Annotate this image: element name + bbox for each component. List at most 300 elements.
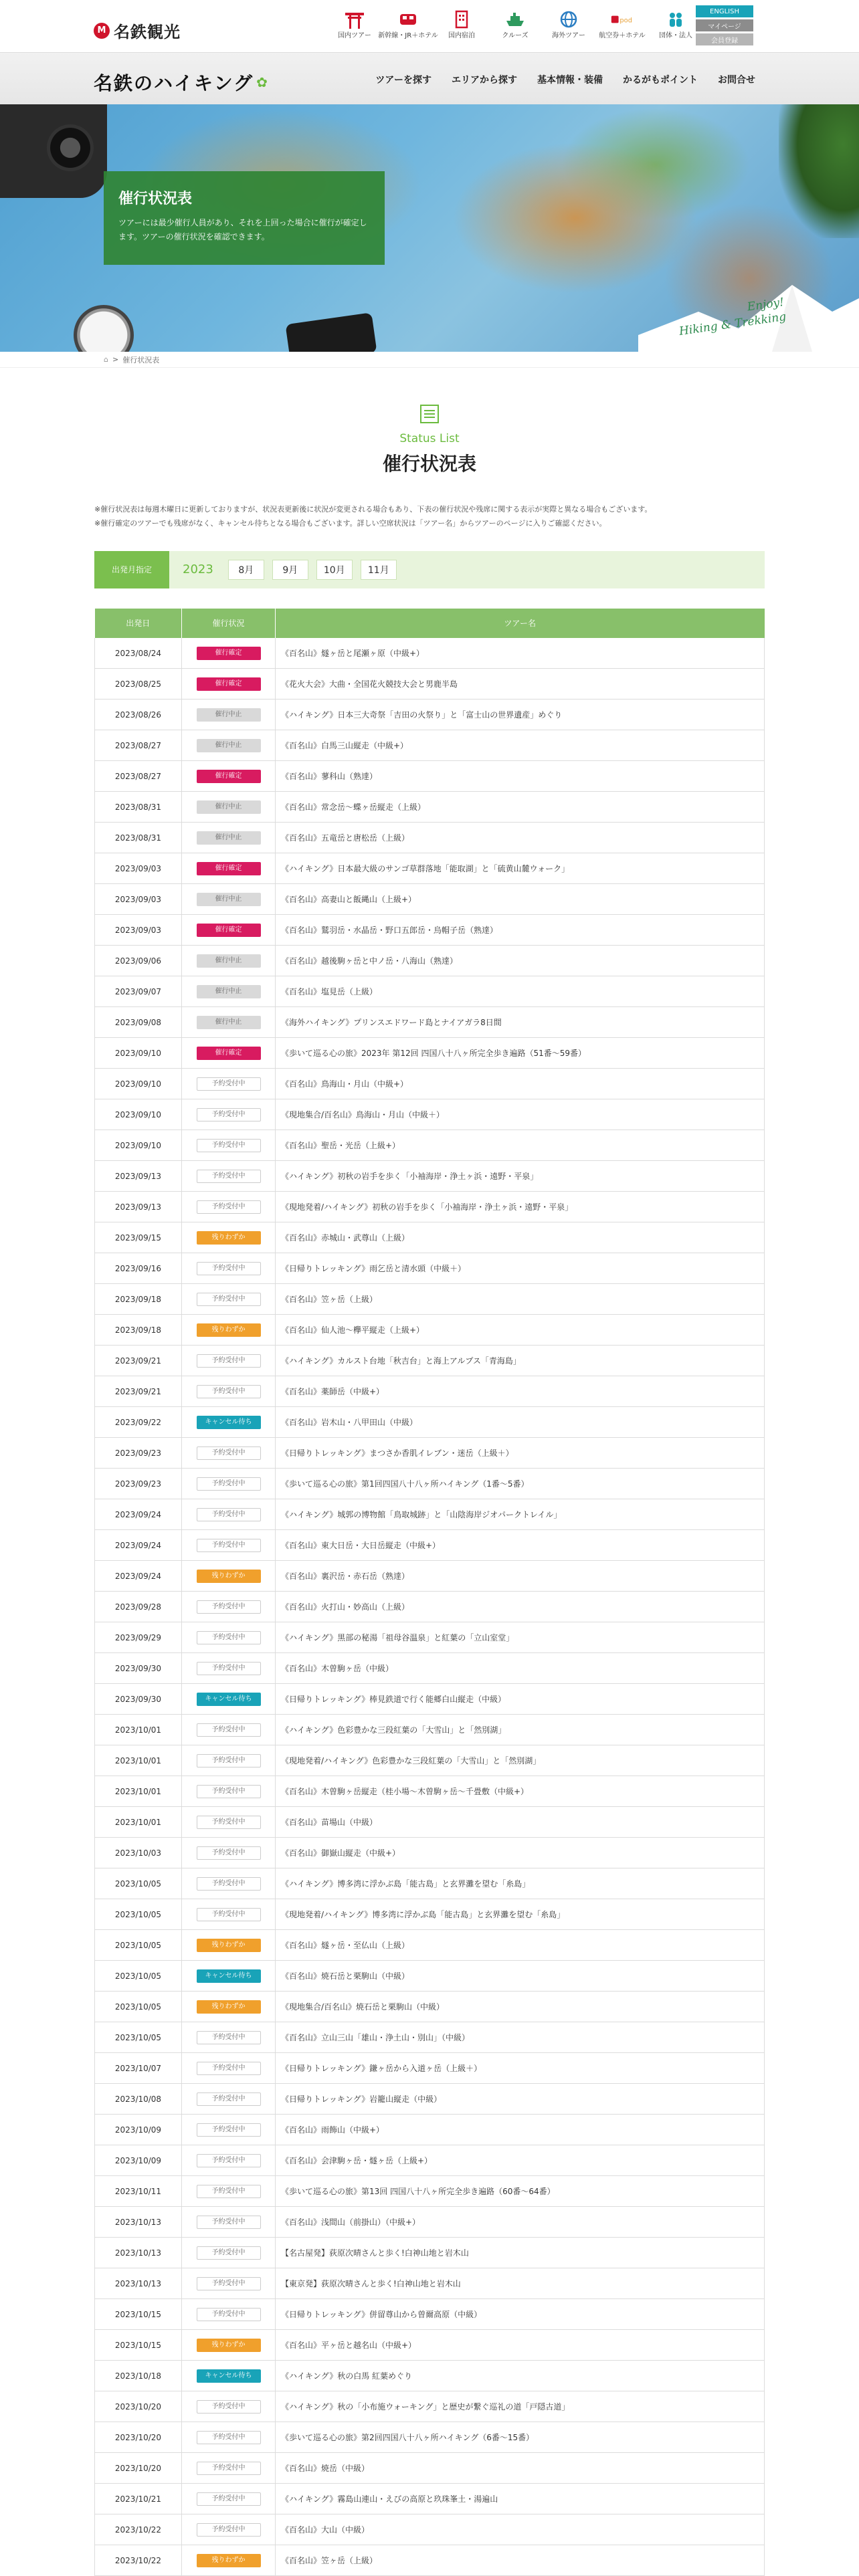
nav-basic-info[interactable]: 基本情報・装備 — [537, 75, 603, 86]
status-cell — [182, 2453, 276, 2484]
departure-date: 2023/10/20 — [95, 2422, 182, 2453]
table-row — [95, 2453, 765, 2484]
tour-name-link[interactable]: 《ハイキング》日本最大級のサンゴ草群落地「能取湖」と「硫黄山麓ウォーク」 — [276, 853, 765, 884]
tour-name-link[interactable]: 《百名山》聖岳・光岳（上級+） — [276, 1130, 765, 1161]
departure-date: 2023/10/22 — [95, 2514, 182, 2545]
departure-date: 2023/10/05 — [95, 1868, 182, 1899]
table-row — [95, 1038, 765, 1069]
status-badge: 予約受付中 — [197, 2062, 261, 2075]
status-badge: 予約受付中 — [197, 1262, 261, 1275]
status-cell — [182, 1899, 276, 1930]
departure-date: 2023/10/13 — [95, 2207, 182, 2238]
status-cell — [182, 1868, 276, 1899]
status-badge: 残りわずか — [197, 1323, 261, 1337]
corp-logo[interactable] — [94, 19, 181, 42]
svg-text:pod: pod — [619, 17, 632, 25]
status-cell — [182, 1099, 276, 1130]
tour-name-link[interactable]: 《百名山》薬師岳（中級+） — [276, 1376, 765, 1407]
departure-date: 2023/10/09 — [95, 2115, 182, 2145]
table-row — [95, 1653, 765, 1684]
table-row — [95, 2207, 765, 2238]
tour-name-link[interactable]: 《百名山》立山三山「雄山・浄土山・別山」（中級） — [276, 2022, 765, 2053]
table-row — [95, 1161, 765, 1192]
status-badge: 予約受付中 — [197, 2216, 261, 2229]
status-badge: 予約受付中 — [197, 2092, 261, 2106]
status-badge: 残りわずか — [197, 1231, 261, 1245]
tour-name-link[interactable]: 《現地発着/ハイキング》初秋の岩手を歩く「小袖海岸・浄土ヶ浜・遠野・平泉」 — [276, 1192, 765, 1222]
status-cell — [182, 2422, 276, 2453]
top-link-overseas-tour[interactable] — [542, 9, 595, 39]
table-row — [95, 1407, 765, 1438]
status-cell — [182, 1130, 276, 1161]
title-en: Status List — [399, 432, 460, 445]
tour-name-link[interactable]: 《百名山》木曽駒ヶ岳縦走（桂小場～木曽駒ヶ岳～千畳敷（中級+） — [276, 1776, 765, 1807]
table-row — [95, 1099, 765, 1130]
section-title — [0, 368, 859, 476]
table-row — [95, 1007, 765, 1038]
tour-name-link[interactable]: 《百名山》岩木山・八甲田山（中級） — [276, 1407, 765, 1438]
note-1: ※催行状況表は毎週木曜日に更新しておりますが、状況表更新後に状況が変更される場合もあり、下表の催行状況や残席に関する表示が実際と異なる場合もございます。 — [94, 505, 652, 514]
plant-image — [779, 104, 859, 238]
top-link-label: 団体・法人 — [659, 32, 692, 39]
departure-date: 2023/10/15 — [95, 2330, 182, 2361]
tour-name-link[interactable]: 《百名山》雨飾山（中級+） — [276, 2115, 765, 2145]
status-cell — [182, 700, 276, 730]
table-body — [95, 638, 765, 2576]
tour-name-link[interactable]: 《歩いて巡る心の旅》第1回四国八十八ヶ所ハイキング（1番～5番） — [276, 1469, 765, 1499]
departure-date: 2023/09/30 — [95, 1653, 182, 1684]
departure-date: 2023/09/29 — [95, 1622, 182, 1653]
status-badge: 催行確定 — [197, 647, 261, 660]
register-button[interactable]: 会員登録 — [696, 33, 753, 45]
departure-date: 2023/08/24 — [95, 638, 182, 669]
status-badge: 予約受付中 — [197, 1508, 261, 1521]
table-row — [95, 1530, 765, 1561]
departure-date: 2023/09/24 — [95, 1530, 182, 1561]
status-badge: 予約受付中 — [197, 1077, 261, 1091]
status-badge: 予約受付中 — [197, 1446, 261, 1460]
tour-name-link[interactable]: 《百名山》燧ヶ岳・至仏山（上級） — [276, 1930, 765, 1961]
status-cell — [182, 1222, 276, 1253]
status-badge: 催行確定 — [197, 862, 261, 875]
table-row — [95, 2176, 765, 2207]
camera-image — [0, 104, 107, 198]
status-cell — [182, 669, 276, 700]
status-badge: 予約受付中 — [197, 1816, 261, 1829]
status-cell — [182, 1684, 276, 1715]
status-badge: 予約受付中 — [197, 2185, 261, 2198]
month-button-oct[interactable]: 10月 — [316, 560, 353, 580]
status-cell — [182, 1038, 276, 1069]
torii-icon — [343, 9, 367, 29]
status-cell — [182, 1838, 276, 1868]
top-link-domestic-tour[interactable] — [328, 9, 381, 39]
table-row — [95, 976, 765, 1007]
tour-name-link[interactable]: 《百名山》苗場山（中級） — [276, 1807, 765, 1838]
status-badge: 予約受付中 — [197, 2400, 261, 2413]
tour-name-link[interactable]: 《百名山》塩見岳（上級） — [276, 976, 765, 1007]
hiking-logo-text: 名鉄のハイキング — [94, 72, 254, 94]
tour-name-link[interactable]: 【名古屋発】荻原次晴さんと歩く!白神山地と岩木山 — [276, 2238, 765, 2268]
departure-date: 2023/10/01 — [95, 1745, 182, 1776]
top-link-label: 航空券＋ホテル — [599, 32, 646, 39]
status-badge: 予約受付中 — [197, 1139, 261, 1152]
people-icon — [664, 9, 688, 29]
top-bar — [0, 0, 859, 52]
tour-name-link[interactable]: 《百名山》高妻山と飯縄山（上級+） — [276, 884, 765, 915]
status-badge: 予約受付中 — [197, 2431, 261, 2444]
departure-date: 2023/09/10 — [95, 1038, 182, 1069]
month-button-sep[interactable]: 9月 — [272, 560, 308, 580]
table-row — [95, 1499, 765, 1530]
header-tour: ツアー名 — [276, 609, 765, 638]
status-cell — [182, 2299, 276, 2330]
table-row — [95, 1253, 765, 1284]
tour-name-link[interactable]: 《百名山》鳥海山・月山（中級+） — [276, 1069, 765, 1099]
status-cell — [182, 2545, 276, 2576]
status-badge: 予約受付中 — [197, 1170, 261, 1183]
top-link-air-hotel[interactable] — [595, 9, 649, 39]
departure-date: 2023/09/24 — [95, 1499, 182, 1530]
tour-name-link[interactable]: 《百名山》平ヶ岳と越名山（中級+） — [276, 2330, 765, 2361]
tour-name-link[interactable]: 《百名山》赤城山・武尊山（上級） — [276, 1222, 765, 1253]
tour-name-link[interactable]: 《日帰りトレッキング》鎌ヶ岳から入道ヶ岳（上級＋） — [276, 2053, 765, 2084]
departure-date: 2023/10/22 — [95, 2545, 182, 2576]
nav-contact[interactable]: お問合せ — [718, 75, 755, 86]
hero-title: 催行状況表 — [118, 191, 193, 207]
departure-date: 2023/08/26 — [95, 700, 182, 730]
status-badge: 予約受付中 — [197, 2523, 261, 2537]
table-row — [95, 2330, 765, 2361]
status-badge: 催行確定 — [197, 924, 261, 937]
status-badge: 予約受付中 — [197, 1908, 261, 1921]
table-row — [95, 1807, 765, 1838]
status-badge: 予約受付中 — [197, 1477, 261, 1491]
status-cell — [182, 1715, 276, 1745]
table-row — [95, 2022, 765, 2053]
top-links — [328, 9, 702, 39]
month-button-nov[interactable]: 11月 — [361, 560, 397, 580]
breadcrumb — [0, 352, 859, 368]
tour-name-link[interactable]: 《百名山》燧ヶ岳と尾瀬ヶ原（中級+） — [276, 638, 765, 669]
tour-name-link[interactable]: 《百名山》鷲羽岳・水晶岳・野口五郎岳・烏帽子岳（熟達） — [276, 915, 765, 946]
hero-description: ツアーには最少催行人員があり、それを上回った場合に催行が確定します。ツアーの催行状況を確認できます。 — [118, 218, 367, 241]
table-row — [95, 1222, 765, 1253]
ship-icon — [503, 9, 527, 29]
tour-name-link[interactable]: 《百名山》白馬三山縦走（中級+） — [276, 730, 765, 761]
top-link-domestic-stay[interactable] — [435, 9, 488, 39]
departure-date: 2023/10/01 — [95, 1776, 182, 1807]
status-cell — [182, 1592, 276, 1622]
table-row — [95, 1069, 765, 1099]
departure-date: 2023/10/05 — [95, 1961, 182, 1992]
table-row — [95, 792, 765, 823]
status-cell — [182, 1192, 276, 1222]
status-cell — [182, 2176, 276, 2207]
status-cell — [182, 2484, 276, 2514]
status-cell — [182, 2514, 276, 2545]
status-cell — [182, 1407, 276, 1438]
tour-name-link[interactable]: 《百名山》常念岳～蝶ヶ岳縦走（上級） — [276, 792, 765, 823]
status-badge: 予約受付中 — [197, 1293, 261, 1306]
status-cell — [182, 792, 276, 823]
table-row — [95, 2145, 765, 2176]
mypage-button[interactable]: マイページ — [696, 19, 753, 31]
departure-date: 2023/10/03 — [95, 1838, 182, 1868]
top-link-cruise[interactable] — [488, 9, 542, 39]
hero-banner — [0, 104, 859, 352]
status-badge: 催行確定 — [197, 770, 261, 783]
table-row — [95, 1899, 765, 1930]
tour-name-link[interactable]: 《ハイキング》黒部の秘湯「祖母谷温泉」と紅葉の「立山室堂」 — [276, 1622, 765, 1653]
tour-name-link[interactable]: 《百名山》蓼科山（熟達） — [276, 761, 765, 792]
home-icon[interactable]: ⌂ — [104, 355, 108, 364]
status-badge: 予約受付中 — [197, 1539, 261, 1552]
globe-icon — [557, 9, 581, 29]
status-cell — [182, 2391, 276, 2422]
departure-date: 2023/09/03 — [95, 915, 182, 946]
table-row — [95, 1438, 765, 1469]
departure-date: 2023/10/13 — [95, 2238, 182, 2268]
tour-name-link[interactable]: 《百名山》仙人池～欅平縦走（上級+） — [276, 1315, 765, 1346]
departure-date: 2023/10/07 — [95, 2053, 182, 2084]
status-cell — [182, 1530, 276, 1561]
table-row — [95, 1192, 765, 1222]
tour-name-link[interactable]: 《百名山》焼岳（中級） — [276, 2453, 765, 2484]
status-cell — [182, 1622, 276, 1653]
status-cell — [182, 1069, 276, 1099]
status-cell — [182, 2238, 276, 2268]
status-cell — [182, 2268, 276, 2299]
nav-search-tour[interactable]: ツアーを探す — [375, 75, 432, 86]
corp-name: 名鉄観光 — [114, 23, 181, 41]
script-line-2: Hiking & Trekking — [678, 310, 787, 338]
status-badge: 残りわずか — [197, 1939, 261, 1952]
tour-name-link[interactable]: 《百名山》裏沢岳・赤石岳（熟達） — [276, 1561, 765, 1592]
status-cell — [182, 761, 276, 792]
status-cell — [182, 2115, 276, 2145]
tour-name-link[interactable]: 《現地集合/百名山》鳥海山・月山（中級＋） — [276, 1099, 765, 1130]
status-cell — [182, 1499, 276, 1530]
nav-karugamo-point[interactable]: かるがもポイント — [623, 75, 698, 86]
tour-name-link[interactable]: 《ハイキング》城郭の博物館「鳥取城跡」と「山陰海岸ジオパークトレイル」 — [276, 1499, 765, 1530]
departure-date: 2023/09/08 — [95, 1007, 182, 1038]
status-badge: 予約受付中 — [197, 2154, 261, 2167]
hiking-logo[interactable] — [94, 69, 268, 96]
top-link-label: 国内宿泊 — [448, 32, 475, 39]
tour-name-link[interactable]: 《日帰りトレッキング》併留尊山から曽爾高原（中級） — [276, 2299, 765, 2330]
departure-date: 2023/09/22 — [95, 1407, 182, 1438]
status-cell — [182, 946, 276, 976]
status-cell — [182, 1346, 276, 1376]
table-row — [95, 1715, 765, 1745]
top-link-shinkansen[interactable] — [378, 9, 438, 39]
status-badge: 残りわずか — [197, 2000, 261, 2014]
top-link-label: 海外ツアー — [552, 32, 585, 39]
page-title: 催行状況表 — [382, 453, 476, 475]
status-badge: 予約受付中 — [197, 1354, 261, 1368]
status-badge: 予約受付中 — [197, 1385, 261, 1398]
tour-name-link[interactable]: 《現地集合/百名山》焼石岳と栗駒山（中級） — [276, 1992, 765, 2022]
table-row — [95, 1561, 765, 1592]
tour-name-link[interactable]: 《ハイキング》色彩豊かな三段紅葉の「大雪山」と「然別湖」 — [276, 1715, 765, 1745]
departure-date: 2023/08/31 — [95, 792, 182, 823]
status-cell — [182, 1961, 276, 1992]
status-badge: 残りわずか — [197, 1570, 261, 1583]
status-badge: 予約受付中 — [197, 1631, 261, 1644]
status-badge: 残りわずか — [197, 2554, 261, 2567]
departure-date: 2023/09/21 — [95, 1376, 182, 1407]
header-status: 催行状況 — [182, 609, 276, 638]
table-row — [95, 823, 765, 853]
table-header-row — [95, 609, 765, 638]
table-row — [95, 638, 765, 669]
table-row — [95, 1838, 765, 1868]
nav-search-area[interactable]: エリアから探す — [452, 75, 517, 86]
tour-name-link[interactable]: 《現地発着/ハイキング》博多湾に浮かぶ島「能古島」と玄界灘を望む「糸島」 — [276, 1899, 765, 1930]
tour-name-link[interactable]: 【東京発】荻原次晴さんと歩く!白神山地と岩木山 — [276, 2268, 765, 2299]
status-cell — [182, 1745, 276, 1776]
tour-name-link[interactable]: 《日帰りトレッキング》まつさか香肌イレブン・迷岳（上級＋） — [276, 1438, 765, 1469]
table-row — [95, 915, 765, 946]
utility-buttons — [696, 5, 753, 45]
departure-date: 2023/09/13 — [95, 1161, 182, 1192]
breadcrumb-separator: > — [112, 355, 119, 364]
tour-name-link[interactable]: 《日帰りトレッキング》岩籠山縦走（中級） — [276, 2084, 765, 2115]
top-link-label: 新幹線・JR＋ホテル — [378, 32, 438, 39]
tour-name-link[interactable]: 《現地発着/ハイキング》色彩豊かな三段紅葉の「大雪山」と「然別湖」 — [276, 1745, 765, 1776]
note-2: ※催行確定のツアーでも残席がなく、キャンセル待ちとなる場合もございます。詳しい空席状況は「ツアー名」からツアーのページに入りご確認ください。 — [94, 518, 607, 528]
month-button-aug[interactable]: 8月 — [228, 560, 264, 580]
tour-name-link[interactable]: 《ハイキング》秋の「小布施ウォーキング」と歴史が繋ぐ巡礼の道「戸隠古道」 — [276, 2391, 765, 2422]
status-cell — [182, 2145, 276, 2176]
tour-name-link[interactable]: 《ハイキング》霧島山連山・えびの高原と玖珠峯土・湯遍山 — [276, 2484, 765, 2514]
departure-date: 2023/10/05 — [95, 2022, 182, 2053]
table-row — [95, 2484, 765, 2514]
status-cell — [182, 853, 276, 884]
tour-name-link[interactable]: 《花火大会》大曲・全国花火競技大会と男鹿半島 — [276, 669, 765, 700]
status-cell — [182, 1007, 276, 1038]
table-row — [95, 730, 765, 761]
status-cell — [182, 2361, 276, 2391]
departure-date: 2023/10/20 — [95, 2453, 182, 2484]
status-cell — [182, 1253, 276, 1284]
departure-date: 2023/08/27 — [95, 730, 182, 761]
departure-date: 2023/09/10 — [95, 1099, 182, 1130]
tour-name-link[interactable]: 《ハイキング》初秋の岩手を歩く「小袖海岸・浄土ヶ浜・遠野・平泉」 — [276, 1161, 765, 1192]
departure-date: 2023/10/09 — [95, 2145, 182, 2176]
tour-name-link[interactable]: 《百名山》笠ヶ岳（上級） — [276, 2545, 765, 2576]
departure-date: 2023/10/15 — [95, 2299, 182, 2330]
tour-name-link[interactable]: 《ハイキング》秋の白馬 紅葉めぐり — [276, 2361, 765, 2391]
table-row — [95, 1622, 765, 1653]
status-badge: 催行中止 — [197, 831, 261, 845]
header-date: 出発日 — [95, 609, 182, 638]
status-badge: 催行中止 — [197, 954, 261, 968]
tour-name-link[interactable]: 《百名山》越後駒ヶ岳と中ノ岳・八海山（熟達） — [276, 946, 765, 976]
status-badge: キャンセル待ち — [197, 2369, 261, 2383]
status-badge: 予約受付中 — [197, 2123, 261, 2137]
status-cell — [182, 2053, 276, 2084]
tour-name-link[interactable]: 《百名山》会津駒ヶ岳・燧ヶ岳（上級+） — [276, 2145, 765, 2176]
tour-name-link[interactable]: 《百名山》木曽駒ヶ岳（中級） — [276, 1653, 765, 1684]
departure-date: 2023/09/03 — [95, 884, 182, 915]
tour-name-link[interactable]: 《ハイキング》日本三大奇祭「吉田の火祭り」と「富士山の世界遺産」めぐり — [276, 700, 765, 730]
status-badge: 予約受付中 — [197, 2492, 261, 2506]
status-cell — [182, 1376, 276, 1407]
table-row — [95, 946, 765, 976]
status-badge: 催行中止 — [197, 800, 261, 814]
status-cell — [182, 823, 276, 853]
top-link-group[interactable] — [649, 9, 702, 39]
table-row — [95, 2361, 765, 2391]
status-cell — [182, 2084, 276, 2115]
table-row — [95, 1745, 765, 1776]
status-cell — [182, 1653, 276, 1684]
tour-name-link[interactable]: 《百名山》焼石岳と栗駒山（中級） — [276, 1961, 765, 1992]
departure-date: 2023/09/28 — [95, 1592, 182, 1622]
english-button[interactable]: ENGLISH — [696, 5, 753, 17]
status-badge: 予約受付中 — [197, 1846, 261, 1860]
departure-date: 2023/09/06 — [95, 946, 182, 976]
tour-name-link[interactable]: 《ハイキング》カルスト台地「秋吉台」と海上アルプス「青海島」 — [276, 1346, 765, 1376]
tour-name-link[interactable]: 《百名山》御嶽山縦走（中級+） — [276, 1838, 765, 1868]
tour-name-link[interactable]: 《百名山》五竜岳と唐松岳（上級） — [276, 823, 765, 853]
status-cell — [182, 1315, 276, 1346]
table-row — [95, 1284, 765, 1315]
tour-name-link[interactable]: 《百名山》笠ヶ岳（上級） — [276, 1284, 765, 1315]
tour-name-link[interactable]: 《海外ハイキング》プリンスエドワード島とナイアガラ8日間 — [276, 1007, 765, 1038]
status-badge: 催行中止 — [197, 1016, 261, 1029]
tour-name-link[interactable]: 《ハイキング》博多湾に浮かぶ島「能古島」と玄界灘を望む「糸島」 — [276, 1868, 765, 1899]
departure-date: 2023/10/01 — [95, 1715, 182, 1745]
tour-name-link[interactable]: 《日帰りトレッキング》雨乞岳と清水頭（中級＋） — [276, 1253, 765, 1284]
status-cell — [182, 638, 276, 669]
departure-date: 2023/10/13 — [95, 2268, 182, 2299]
table-row — [95, 700, 765, 730]
departure-date: 2023/10/05 — [95, 1930, 182, 1961]
tour-name-link[interactable]: 《百名山》火打山・妙高山（上級） — [276, 1592, 765, 1622]
table-row — [95, 2238, 765, 2268]
tour-name-link[interactable]: 《歩いて巡る心の旅》第13回 四国八十八ヶ所完全歩き遍路（60番～64番） — [276, 2176, 765, 2207]
tour-name-link[interactable]: 《日帰りトレッキング》棒見鉄道で行く能郷白山縦走（中級） — [276, 1684, 765, 1715]
tour-name-link[interactable]: 《歩いて巡る心の旅》第2回四国八十八ヶ所ハイキング（6番～15番） — [276, 2422, 765, 2453]
status-cell — [182, 2022, 276, 2053]
status-badge: 催行中止 — [197, 739, 261, 752]
departure-date: 2023/09/13 — [95, 1192, 182, 1222]
tour-name-link[interactable]: 《百名山》東大日岳・大日岳縦走（中級+） — [276, 1530, 765, 1561]
status-cell — [182, 2330, 276, 2361]
tour-name-link[interactable]: 《百名山》浅間山（前掛山）（中級+） — [276, 2207, 765, 2238]
departure-date: 2023/09/15 — [95, 1222, 182, 1253]
status-badge: 予約受付中 — [197, 2462, 261, 2475]
status-badge: 予約受付中 — [197, 2031, 261, 2044]
table-row — [95, 2115, 765, 2145]
departure-date: 2023/09/18 — [95, 1315, 182, 1346]
departure-date: 2023/10/08 — [95, 2084, 182, 2115]
phone-image — [285, 312, 377, 352]
top-link-label: 国内ツアー — [338, 32, 371, 39]
departure-date: 2023/09/10 — [95, 1130, 182, 1161]
status-cell — [182, 1438, 276, 1469]
table-row — [95, 2391, 765, 2422]
status-badge: 予約受付中 — [197, 1662, 261, 1675]
table-row — [95, 669, 765, 700]
tour-name-link[interactable]: 《百名山》大山（中級） — [276, 2514, 765, 2545]
tour-name-link[interactable]: 《歩いて巡る心の旅》2023年 第12回 四国八十八ヶ所完全歩き遍路（51番～59番） — [276, 1038, 765, 1069]
global-nav — [375, 73, 755, 86]
status-badge: 予約受付中 — [197, 1200, 261, 1214]
